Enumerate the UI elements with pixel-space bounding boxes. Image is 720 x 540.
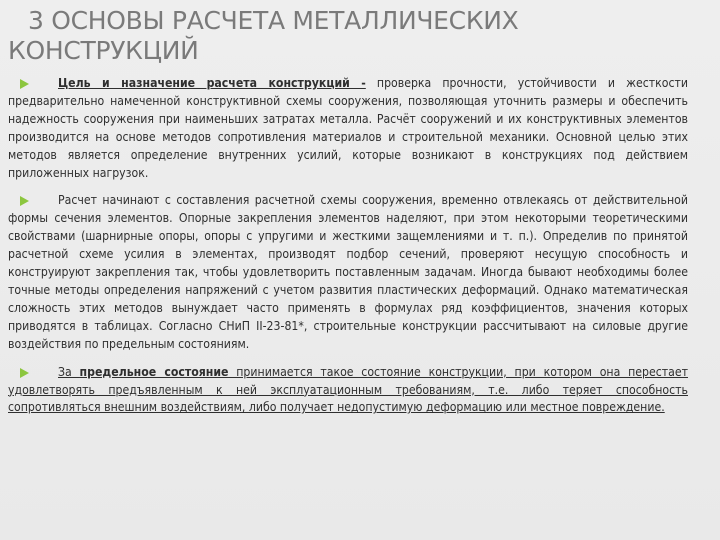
slide-title-line1: 3 ОСНОВЫ РАСЧЕТА МЕТАЛЛИЧЕСКИХ	[28, 6, 519, 35]
slide-title	[8, 6, 648, 66]
paragraph-limit-state-pre: За	[58, 364, 80, 379]
slide-title-line2: КОНСТРУКЦИЙ	[8, 36, 199, 65]
paragraph-purpose-lead: Цель и назначение расчета конструкций -	[58, 76, 366, 90]
paragraph-calculation-text: Расчет начинают с составления расчетной схемы сооружения, временно отвлекаясь от действительной формы сечения элементов. Опорные закрепления элементов наделяют, при этом некоторыми теоретическими свойствами (шарнирные опоры, опоры с упругими и жесткими защемлениями и т. п.). Определив по принятой расчетной схеме усилия в элементах, производят подбор сечений, проверяют несущую способность и конструируют закрепления так, чтобы удовлетворить поставленным задачам. Иногда бывают необходимы более точные методы определения напряжений с учетом развития пластических деформаций. Однако математическая сложность этих методов вынуждает часто применять в формулах ряд коэффициентов, значения которых приводятся в таблицах. Согласно СНиП II-23-81*, строительные конструкции рассчитывают на силовые другие воздействия по предельным состояниям.	[8, 193, 688, 351]
paragraph-purpose	[8, 75, 688, 182]
slide-content	[8, 75, 688, 427]
paragraph-limit-state-lead: предельное состояние	[79, 364, 229, 379]
triangle-bullet-icon	[20, 79, 29, 89]
paragraph-calculation	[8, 192, 688, 353]
paragraph-limit-state-text: принимается такое состояние конструкции, при котором она перестает удовлетворять предъявленным к ней эксплуатационным требованиям, т.е. либо теряет способность сопротивляться внешним воздействиям, либо получает недопустимую деформацию или местное повреждение.	[8, 364, 688, 415]
triangle-bullet-icon	[20, 196, 29, 206]
paragraph-purpose-text: проверка прочности, устойчивости и жесткости предварительно намеченной конструктивной схемы сооружения, позволяющая уточнить размеры и обеспечить надежность сооружения при наименьших затратах металла. Расчёт сооружений и их конструктивных элементов производится на основе методов сопротивления материалов и строительной механики. Основной целью этих методов является определение внутренних усилий, которые возникают в конструкциях под действием приложенных нагрузок.	[8, 76, 688, 180]
paragraph-limit-state	[8, 364, 688, 418]
triangle-bullet-icon	[20, 368, 29, 378]
